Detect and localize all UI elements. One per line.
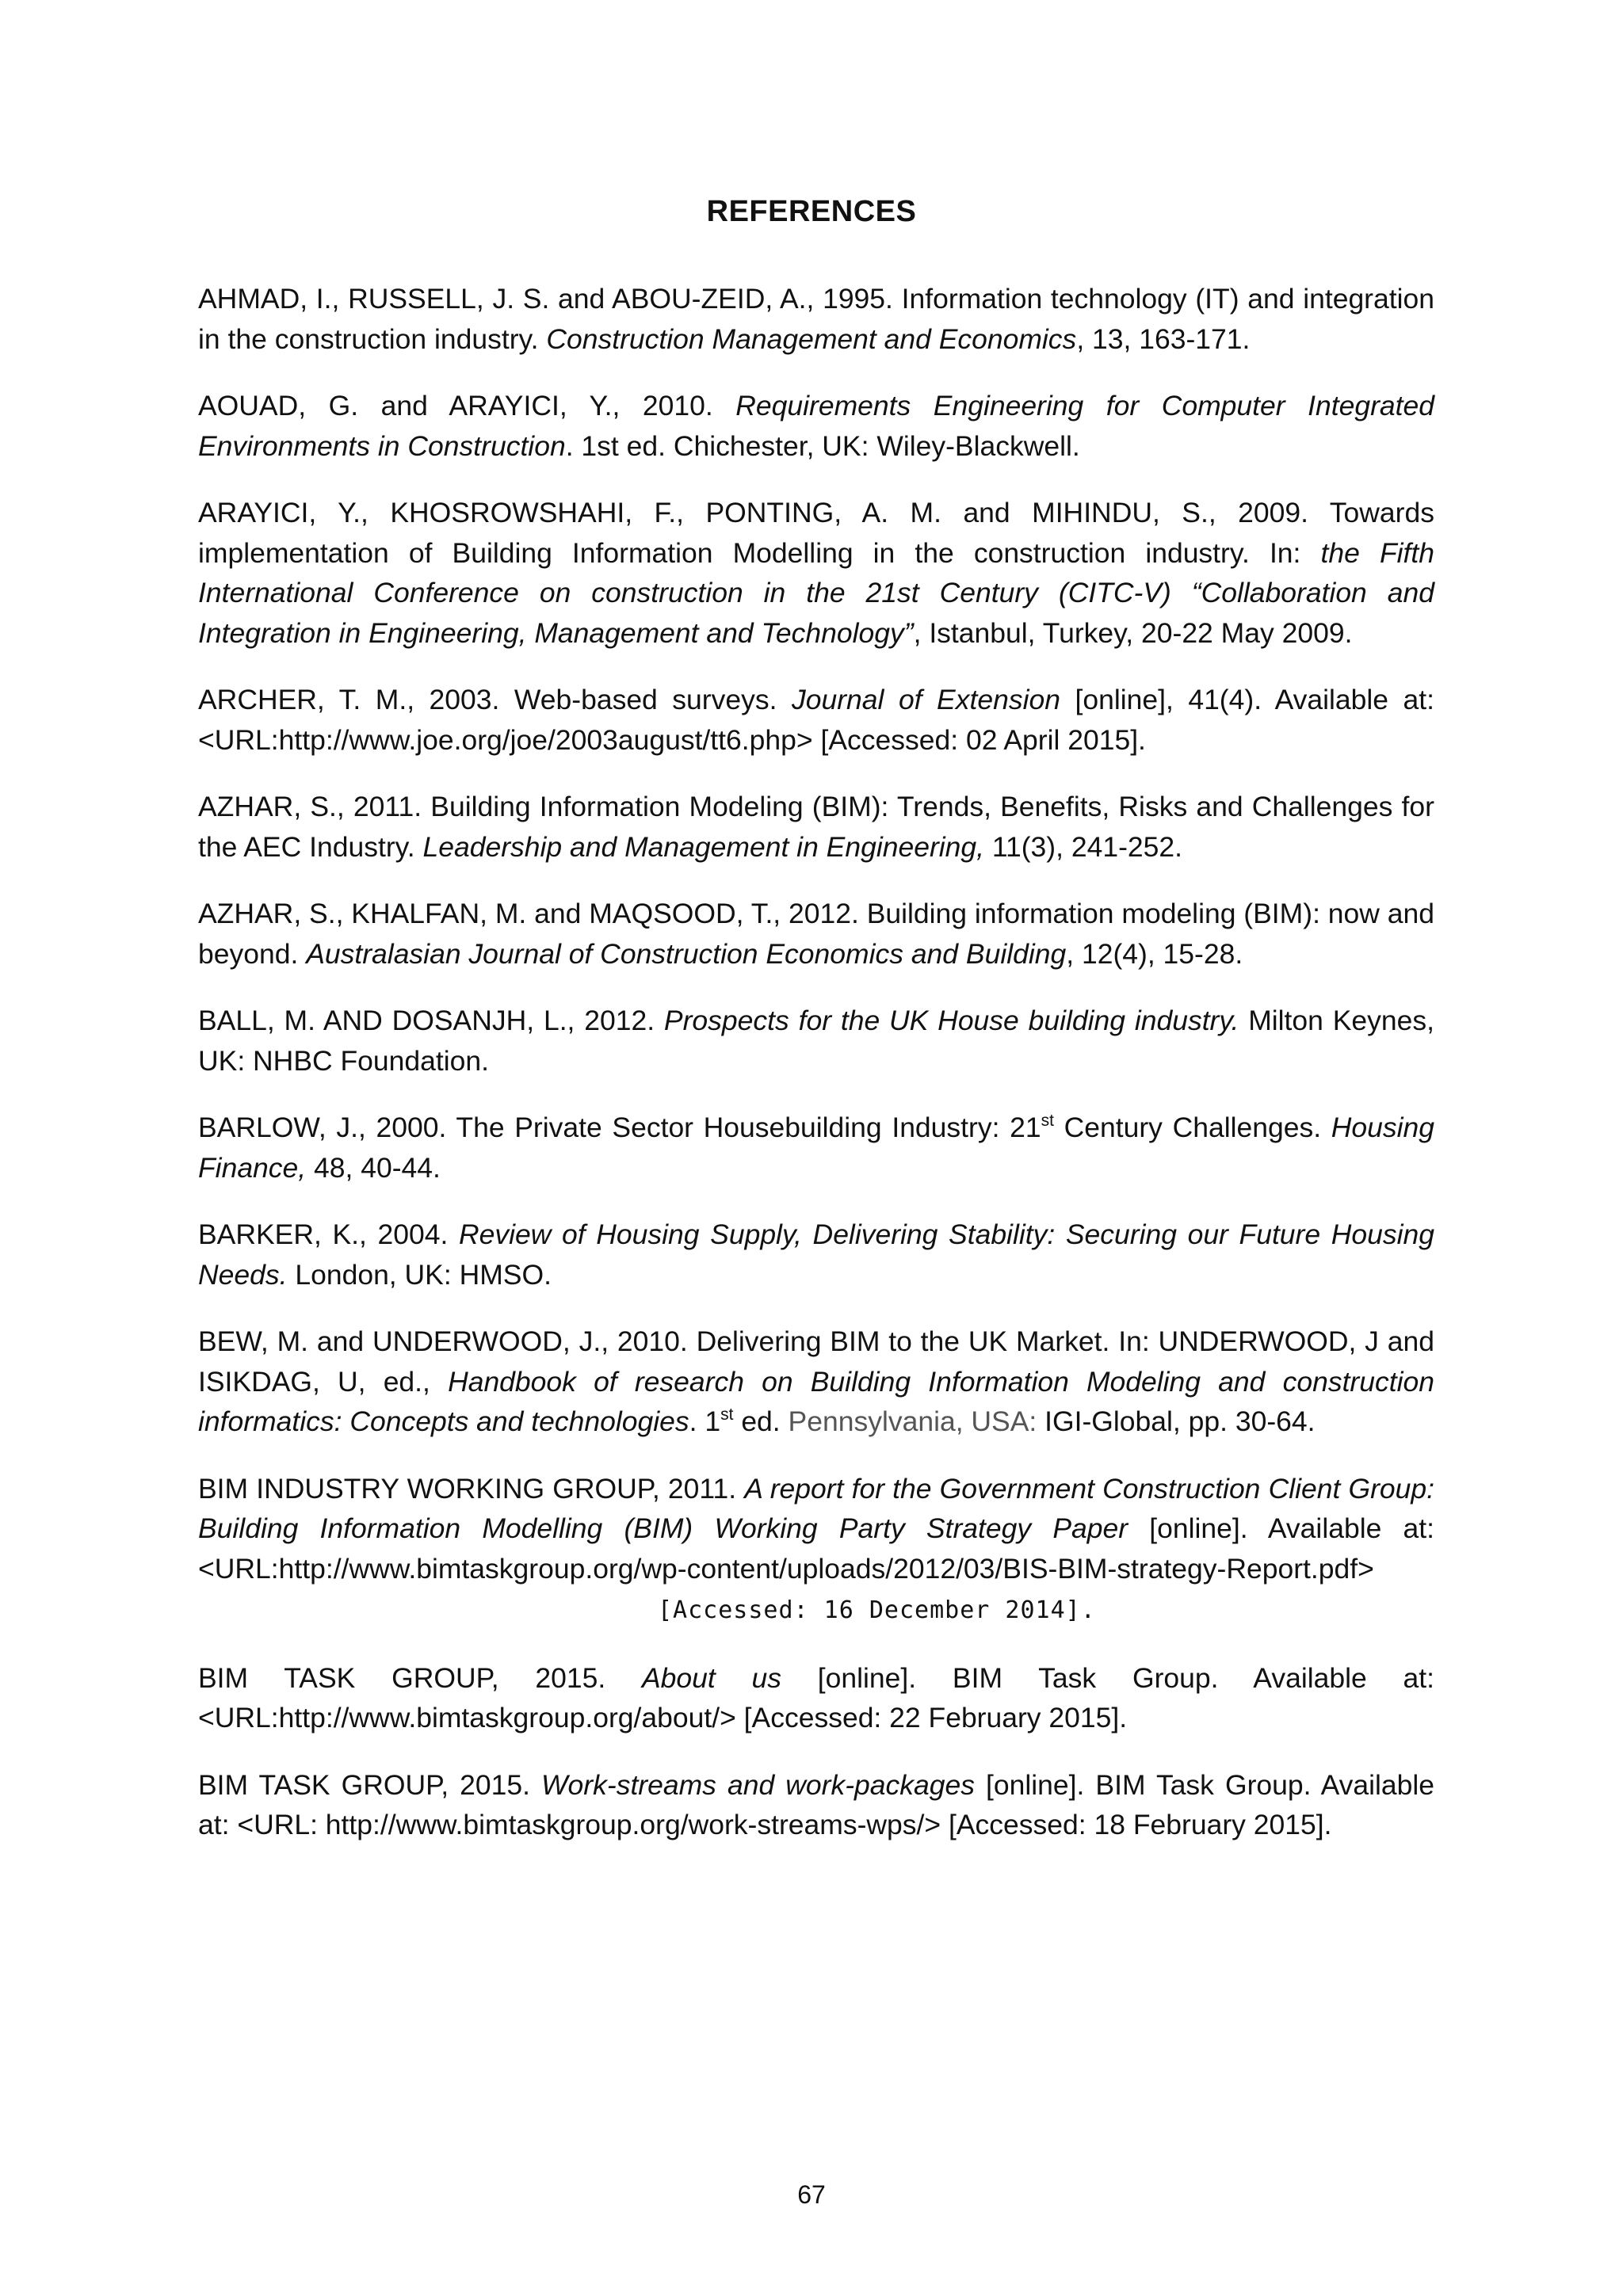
page-number: 67 — [797, 2180, 826, 2209]
reference-list — [198, 279, 1434, 1872]
reference-barker-2004: BARKER, K., 2004. Review of Housing Supply, Delivering Stability: Securing our Future Housing Needs. London, UK: HMSO. — [198, 1219, 1434, 1291]
reference-azhar-2012: AZHAR, S., KHALFAN, M. and MAQSOOD, T., 2012. Building information modeling (BIM): now and beyond. Australasian Journal of Construction Economics and Building, 12(4), 15-28. — [198, 898, 1435, 970]
reference-arayici-2009: ARAYICI, Y., KHOSROWSHAHI, F., PONTING, A. M. and MIHINDU, S., 2009. Towards implementation of Building Information Modelling in the construction industry. In: the Fifth International Conference on construction in the 21st Century (CITC-V) “Collaboration and Integration in Engineering, Management and Technology”, Istanbul, Turkey, 20-22 May 2009. — [198, 497, 1434, 649]
accessed-date: [Accessed: 16 December 2014]. — [658, 1596, 1096, 1624]
reference-barlow-2000: BARLOW, J., 2000. The Private Sector Housebuilding Industry: 21st Century Challenges. Housing Finance, 48, 40-44. — [198, 1112, 1434, 1184]
reference-azhar-2011: AZHAR, S., 2011. Building Information Modeling (BIM): Trends, Benefits, Risks and Challenges for the AEC Industry. Leadership and Management in Engineering, 11(3), 241-252. — [198, 791, 1434, 863]
reference-archer-2003: ARCHER, T. M., 2003. Web-based surveys. Journal of Extension [online], 41(4). Available at: <URL:http://www.joe.org/joe/2003august/tt6.php> [Accessed: 02 April 2015]. — [198, 684, 1435, 756]
reference-ball-2012: BALL, M. AND DOSANJH, L., 2012. Prospects for the UK House building industry. Milton Keynes, UK: NHBC Foundation. — [198, 1005, 1435, 1077]
page-title: REFERENCES — [706, 195, 917, 228]
reference-bew-2010: BEW, M. and UNDERWOOD, J., 2010. Delivering BIM to the UK Market. In: UNDERWOOD, J and ISIKDAG, U, ed., Handbook of research on Building Information Modeling and construction informatics: Concepts and technologies. 1st ed. Pennsylvania, USA: IGI-Global, pp. 30-64. — [198, 1325, 1434, 1437]
reference-bim-task-group-about: BIM TASK GROUP, 2015. About us [online]. BIM Task Group. Available at: <URL:http://www.bimtaskgroup.org/about/> [Accessed: 22 February 2015]. — [198, 1661, 1434, 1733]
reference-bim-industry-2011: BIM INDUSTRY WORKING GROUP, 2011. A report for the Government Construction Client Group: Building Information Modelling (BIM) Working Party Strategy Paper [online]. Available at: <URL:http://www.bimtaskgroup.org/wp-content/uploads/2012/03/BIS-BIM-strategy-Report.pdf>[Accessed: 16 December 2014]. — [198, 1472, 1435, 1624]
reference-aouad-2010: AOUAD, G. and ARAYICI, Y., 2010. Requirements Engineering for Computer Integrated Environments in Construction. 1st ed. Chichester, UK: Wiley-Blackwell. — [198, 390, 1434, 462]
reference-ahmad-1995: AHMAD, I., RUSSELL, J. S. and ABOU-ZEID, A., 1995. Information technology (IT) and integration in the construction industry. Construction Management and Economics, 13, 163-171. — [198, 283, 1434, 355]
reference-bim-task-group-workstreams: BIM TASK GROUP, 2015. Work-streams and work-packages [online]. BIM Task Group. Available at: <URL: http://www.bimtaskgroup.org/work-streams-wps/> [Accessed: 18 February 2015]. — [198, 1768, 1435, 1840]
